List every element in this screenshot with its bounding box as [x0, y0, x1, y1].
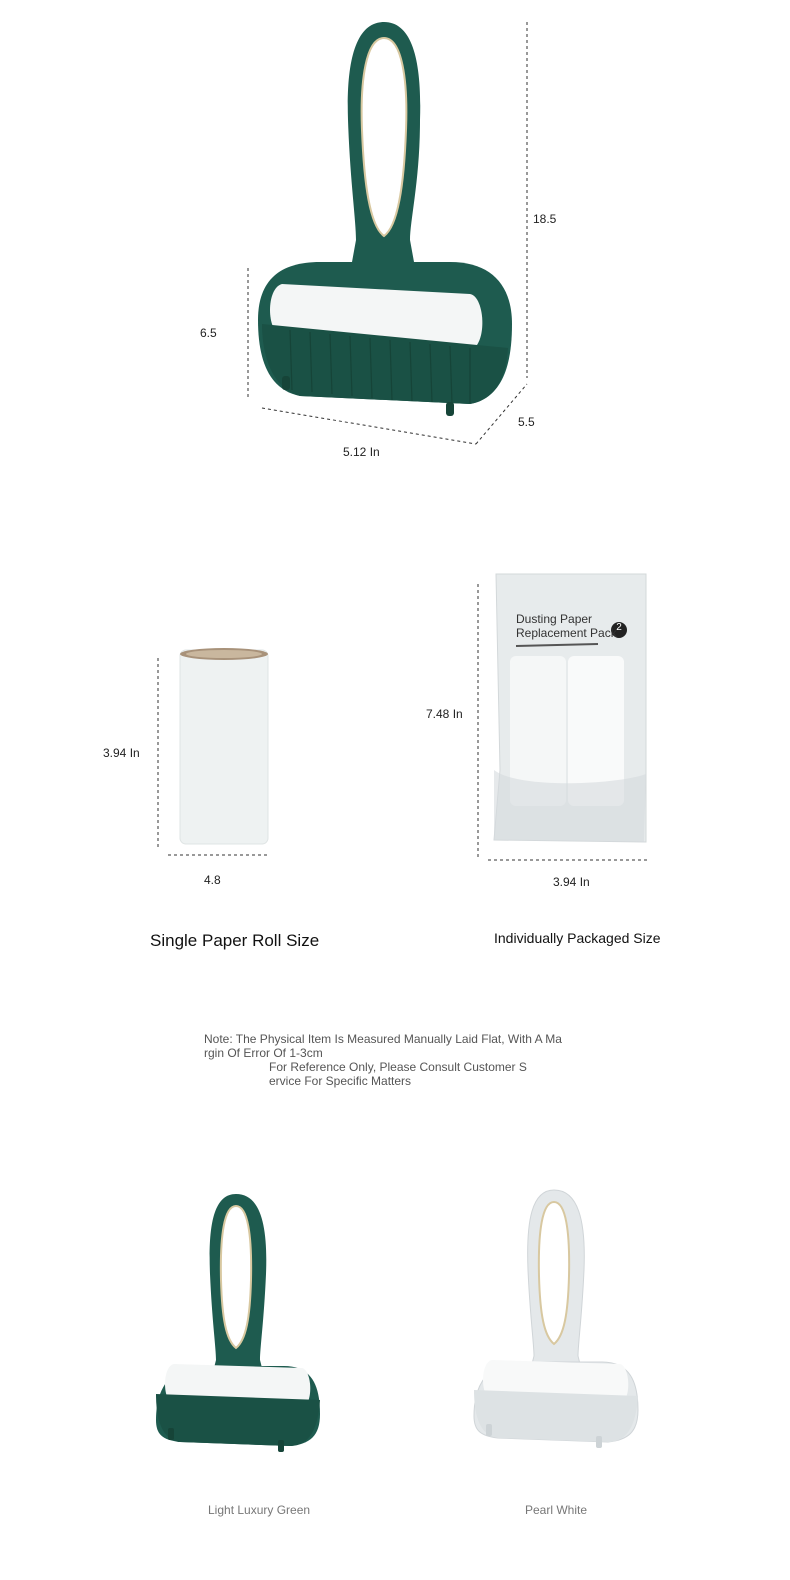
main-roller-illustration: [0, 0, 790, 480]
height-label: 18.5: [533, 212, 557, 226]
package-count-badge: 2: [616, 622, 622, 633]
pack-width-label: 3.94 In: [553, 875, 590, 889]
variant-label-green: Light Luxury Green: [208, 1503, 311, 1517]
roll-height-label: 3.94 In: [103, 746, 140, 760]
package-illustration: [0, 570, 790, 890]
single-roll-caption: Single Paper Roll Size: [150, 931, 320, 950]
variant-label-white: Pearl White: [525, 1503, 588, 1517]
variant-white-illustration: [468, 1186, 668, 1466]
note-line-4: ervice For Specific Matters: [269, 1074, 412, 1088]
head-height-label: 6.5: [200, 326, 217, 340]
roll-width-label: 4.8: [204, 873, 221, 887]
note-line-1: Note: The Physical Item Is Measured Manually Laid Flat, With A Ma: [204, 1032, 562, 1046]
package-label: Dusting Paper Replacement Pack: [516, 612, 617, 640]
pack-height-label: 7.48 In: [426, 707, 463, 721]
measurement-note: [204, 1032, 584, 1088]
variant-green-illustration: [150, 1190, 350, 1470]
depth-label: 5.5: [518, 415, 535, 429]
packaged-caption: Individually Packaged Size: [494, 930, 661, 946]
width-label: 5.12 In: [343, 445, 380, 459]
note-line-2: rgin Of Error Of 1-3cm: [204, 1046, 323, 1060]
note-line-3: For Reference Only, Please Consult Customer S: [269, 1060, 527, 1074]
